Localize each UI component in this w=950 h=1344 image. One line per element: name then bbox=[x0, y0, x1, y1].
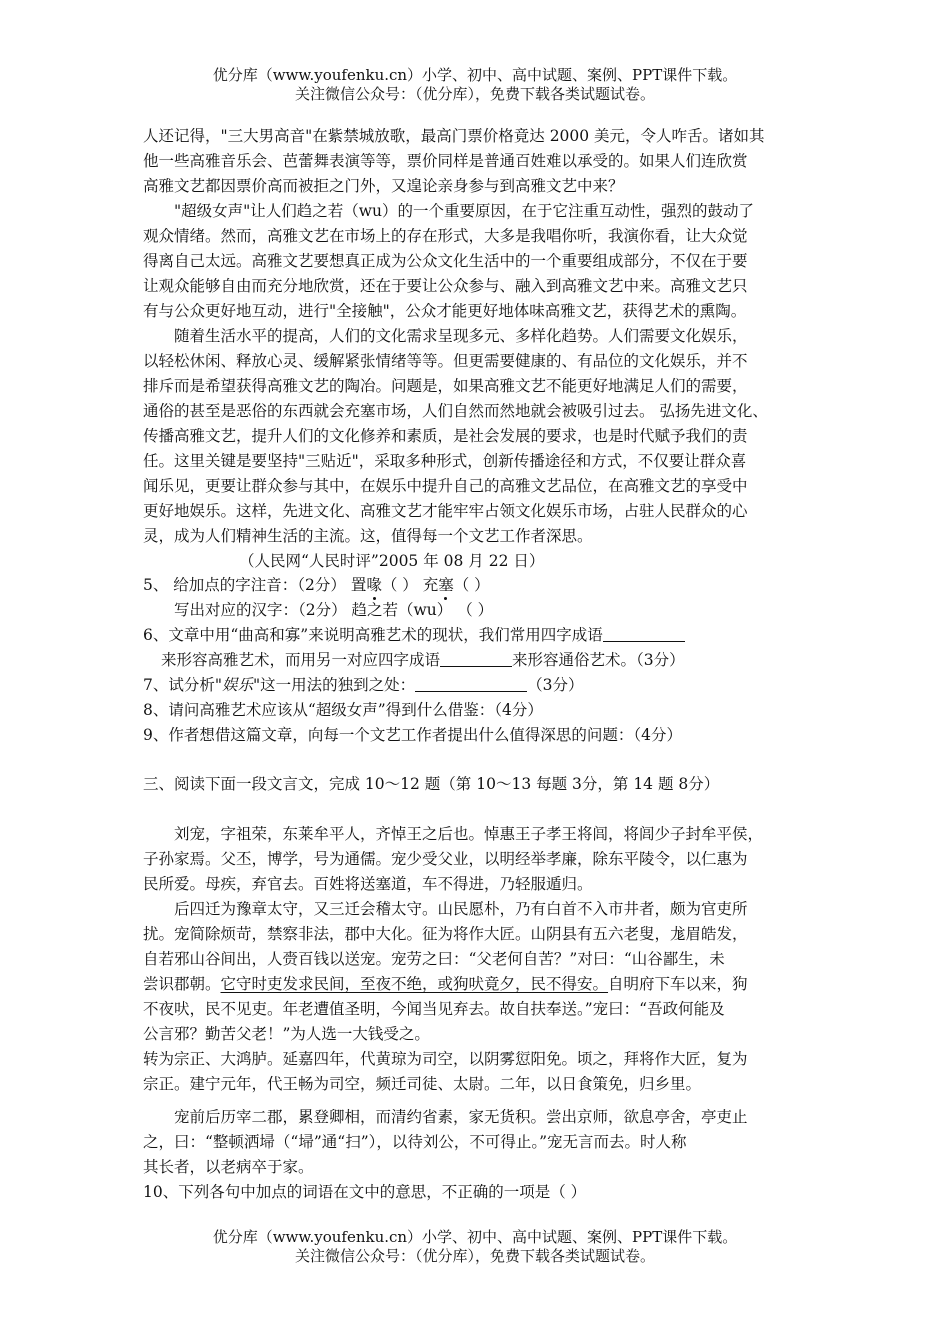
text-line: 宗正。建宁元年，代王畅为司空，频迁司徒、太尉。二年，以日食策免，归乡里。 bbox=[143, 1075, 702, 1093]
q5a-text: 5、 给加点的字注音：（2分） 置 bbox=[143, 576, 367, 594]
text-line: 高雅文艺都因票价高而被拒之门外，又遑论亲身参与到高雅文艺中来？ bbox=[143, 177, 624, 195]
underlined-sentence: 它守时吏发求民间，至夜不绝，或狗吠竟夕，民不得安。 bbox=[220, 975, 609, 993]
source-citation: （人民网“人民时评”2005 年 08 月 22 日） bbox=[239, 552, 545, 570]
question-5a bbox=[143, 574, 490, 596]
text-line: 通俗的甚至是恶俗的东西就会充塞市场，人们自然而然地就会被吸引过去。 弘扬先进文化、 bbox=[143, 402, 768, 420]
question-6-cont bbox=[161, 649, 685, 671]
q7-text: （3分） bbox=[527, 676, 584, 694]
dotted-char: 塞 bbox=[438, 576, 454, 594]
text-line: 子孙家焉。父丕，博学，号为通儒。宠少受父业，以明经举孝廉，除东平陵令，以仁惠为 bbox=[143, 850, 748, 868]
text-line: 有与公众更好地互动，进行"全接触"，公众才能更好地体味高雅文艺，获得艺术的熏陶。 bbox=[143, 302, 747, 320]
text-line: 让观众能够自由而充分地欣赏，还在于要让公众参与、融入到高雅文艺中来。高雅文艺只 bbox=[143, 277, 748, 295]
dotted-char: 喙 bbox=[366, 576, 382, 594]
page-header bbox=[0, 66, 950, 104]
text-line: 公言邪？勤苦父老！”为人选一大钱受之。 bbox=[143, 1025, 430, 1043]
text-line: 人还记得，"三大男高音"在紫禁城放歌，最高门票价格竟达 2000 美元，令人咋舌。诸如其 bbox=[143, 127, 765, 145]
answer-blank[interactable] bbox=[440, 652, 512, 667]
text-line: 观众情绪。然而，高雅文艺在市场上的存在形式，大多是我唱你听，我演你看，让大众觉 bbox=[143, 227, 748, 245]
q6-text: 来形容通俗艺术。（3分） bbox=[512, 651, 685, 669]
text-line: 转为宗正、大鸿胪。延嘉四年，代黄琼为司空，以阴雾愆阳免。顷之，拜将作大匠，复为 bbox=[143, 1050, 748, 1068]
question-5b: 写出对应的汉字：（2分） 趋之若（wu） （ ） bbox=[174, 601, 494, 619]
text-line: "超级女声"让人们趋之若（wu）的一个重要原因，在于它注重互动性，强烈的鼓动了 bbox=[174, 202, 755, 220]
q7-text: "这一用法的独到之处： bbox=[253, 676, 416, 694]
text-line: 任。这里关键是要坚持"三贴近"，采取多种形式，创新传播途径和方式，不仅要让群众喜 bbox=[143, 452, 747, 470]
q5a-text: （ ） bbox=[453, 576, 490, 594]
text-line: 得离自己太远。高雅文艺要想真正成为公众文化生活中的一个重要组成部分，不仅在于要 bbox=[143, 252, 748, 270]
footer-line-2: 关注微信公众号：（优分库），免费下载各类试题试卷。 bbox=[294, 1247, 655, 1265]
text-segment: 自明府下车以来，狗 bbox=[608, 975, 748, 993]
text-line bbox=[143, 973, 748, 995]
answer-blank[interactable] bbox=[415, 677, 527, 692]
question-10: 10、下列各句中加点的词语在文中的意思，不正确的一项是（ ） bbox=[143, 1183, 587, 1201]
q7-text: 7、试分析" bbox=[143, 676, 222, 694]
text-line: 灵，成为人们精神生活的主流。这，值得每一个文艺工作者深思。 bbox=[143, 527, 593, 545]
text-line: 他一些高雅音乐会、芭蕾舞表演等等，票价同样是普通百姓难以承受的。如果人们连欣赏 bbox=[143, 152, 748, 170]
text-line: 宠前后历宰二郡，累登卿相，而清约省素，家无货积。尝出京师，欲息亭舍，亭吏止 bbox=[174, 1108, 748, 1126]
text-line: 民所爱。母疾，弃官去。百姓将送塞道，车不得进，乃轻服遁归。 bbox=[143, 875, 593, 893]
text-line: 不夜吠，民不见吏。年老遭值圣明，今闻当见弃去。故自扶奉送。”宠曰：“吾政何能及 bbox=[143, 1000, 725, 1018]
question-7 bbox=[143, 674, 584, 696]
text-line: 以轻松休闲、释放心灵、缓解紧张情绪等等。但更需要健康的、有品位的文化娱乐，并不 bbox=[143, 352, 748, 370]
page-footer bbox=[0, 1228, 950, 1266]
question-6 bbox=[143, 624, 685, 646]
text-line: 刘宠，字祖荣，东莱牟平人，齐悼王之后也。悼惠王子孝王将闾，将闾少子封牟平侯， bbox=[174, 825, 764, 843]
q5a-text: （ ） 充 bbox=[381, 576, 439, 594]
q6-text: 来形容高雅艺术，而用另一对应四字成语 bbox=[161, 651, 441, 669]
text-line: 传播高雅文艺，提升人们的文化修养和素质，是社会发展的要求，也是时代赋予我们的责 bbox=[143, 427, 748, 445]
answer-blank[interactable] bbox=[603, 627, 685, 642]
text-segment: 尝识郡朝。 bbox=[143, 975, 221, 993]
text-line: 闻乐见，更要让群众参与其中，在娱乐中提升自己的高雅文艺品位，在高雅文艺的享受中 bbox=[143, 477, 748, 495]
section-title: 三、阅读下面一段文言文，完成 10～12 题（第 10～13 每题 3分，第 14 题 8分） bbox=[143, 775, 720, 793]
text-line: 更好地娱乐。这样，先进文化、高雅文艺才能牢牢占领文化娱乐市场，占驻人民群众的心 bbox=[143, 502, 748, 520]
footer-line-1: 优分库（www.youfenku.cn）小学、初中、高中试题、案例、PPT课件下载。 bbox=[212, 1228, 738, 1246]
question-9: 9、作者想借这篇文章，向每一个文艺工作者提出什么值得深思的问题：（4分） bbox=[143, 726, 682, 744]
header-line-1: 优分库（www.youfenku.cn）小学、初中、高中试题、案例、PPT课件下载。 bbox=[212, 66, 738, 84]
text-line: 之，曰：“整顿洒埽（“埽”通“扫”），以待刘公，不可得止。”宠无言而去。时人称 bbox=[143, 1133, 687, 1151]
text-line: 随着生活水平的提高，人们的文化需求呈现多元、多样化趋势。人们需要文化娱乐， bbox=[174, 327, 748, 345]
text-line: 后四迁为豫章太守，又三迁会稽太守。山民愿朴，乃有白首不入市井者，颇为官吏所 bbox=[174, 900, 748, 918]
text-line: 其长者，以老病卒于家。 bbox=[143, 1158, 314, 1176]
question-8: 8、请问高雅艺术应该从“超级女声”得到什么借鉴：（4分） bbox=[143, 701, 543, 719]
q7-italic-term: 娱乐 bbox=[222, 676, 254, 694]
header-line-2: 关注微信公众号：（优分库），免费下载各类试题试卷。 bbox=[294, 85, 655, 103]
text-line: 扰。宠简除烦苛，禁察非法，郡中大化。征为将作大匠。山阴县有五六老叟，尨眉皓发， bbox=[143, 925, 748, 943]
text-line: 自若邪山谷间出，人赍百钱以送宠。宠劳之曰：“父老何自苦？”对曰：“山谷鄙生，未 bbox=[143, 950, 725, 968]
text-line: 排斥而是希望获得高雅文艺的陶冶。问题是，如果高雅文艺不能更好地满足人们的需要， bbox=[143, 377, 748, 395]
q6-text: 6、文章中用“曲高和寡”来说明高雅艺术的现状，我们常用四字成语 bbox=[143, 626, 603, 644]
